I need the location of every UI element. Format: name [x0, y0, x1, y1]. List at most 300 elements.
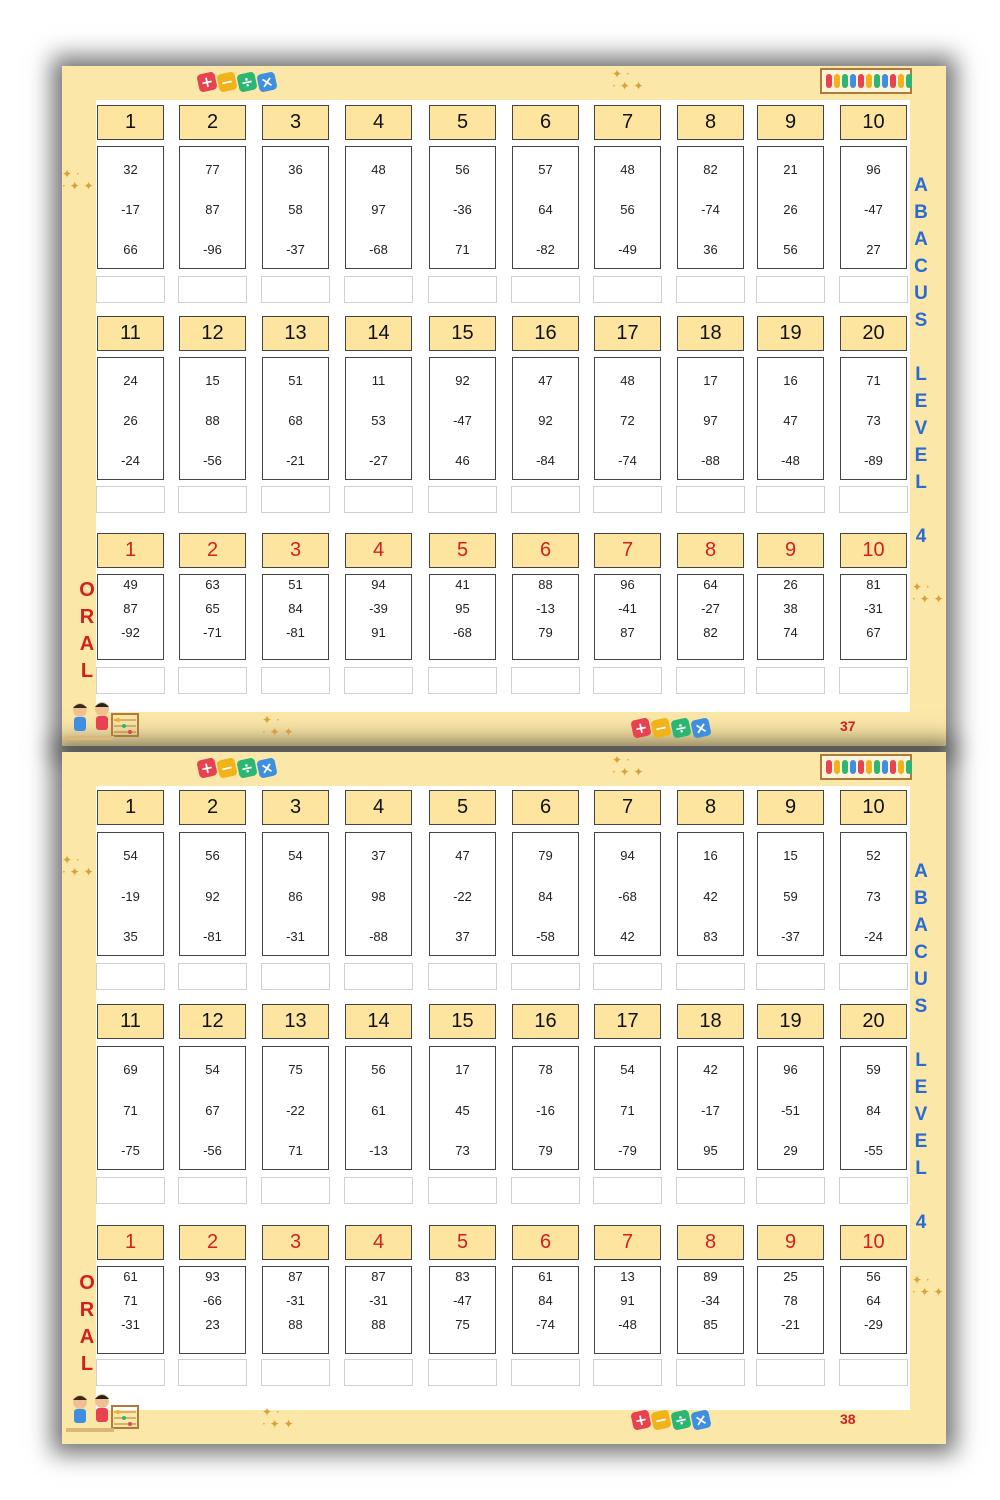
abacus-bead	[866, 74, 872, 88]
problem-value: 97	[703, 413, 718, 428]
answer-field[interactable]	[428, 963, 497, 990]
problem-box	[677, 832, 744, 956]
oral-letter: R	[79, 606, 95, 628]
problem-number: 4	[345, 533, 412, 568]
problem-number: 10	[840, 105, 907, 140]
answer-field[interactable]	[178, 1177, 247, 1204]
answer-field[interactable]	[178, 667, 247, 694]
answer-field[interactable]	[676, 667, 745, 694]
problem-number: 7	[594, 1225, 661, 1260]
problem-value: 15	[205, 373, 220, 388]
abacus-bead	[826, 760, 832, 774]
math-operations-icon	[198, 758, 278, 780]
problem-number: 17	[594, 316, 661, 351]
problem-value: -36	[453, 202, 472, 217]
problem-value: -31	[369, 1293, 388, 1308]
problem-value: 87	[123, 601, 138, 616]
problem-value: 23	[205, 1317, 220, 1332]
answer-field[interactable]	[676, 486, 745, 513]
problem-box	[97, 146, 164, 269]
answer-field[interactable]	[344, 486, 413, 513]
problem-box	[512, 832, 579, 956]
answer-field[interactable]	[756, 667, 825, 694]
problem-box	[179, 1266, 246, 1354]
page-number: 38	[840, 1411, 856, 1427]
problem-value: -24	[864, 929, 883, 944]
problem-number: 2	[179, 533, 246, 568]
problem-value: 75	[288, 1062, 303, 1077]
problem-number: 5	[429, 790, 496, 825]
answer-field[interactable]	[839, 486, 908, 513]
answer-field[interactable]	[178, 486, 247, 513]
problem-box	[840, 146, 907, 269]
problem-value: -29	[864, 1317, 883, 1332]
problem-number: 2	[179, 105, 246, 140]
minus-icon: −	[216, 71, 237, 92]
problem-box	[677, 574, 744, 660]
problem-box	[262, 146, 329, 269]
problem-box	[594, 1266, 661, 1354]
problem-number: 4	[345, 105, 412, 140]
problem-value: -79	[618, 1143, 637, 1158]
problem-number: 17	[594, 1004, 661, 1039]
answer-field[interactable]	[593, 486, 662, 513]
problem-value: 16	[703, 848, 718, 863]
plus-icon: +	[196, 757, 217, 778]
problem-value: 21	[783, 162, 798, 177]
problem-value: -27	[701, 601, 720, 616]
problem-number: 11	[97, 316, 164, 351]
problem-value: 96	[620, 577, 635, 592]
problem-number: 9	[757, 533, 824, 568]
problem-number: 15	[429, 316, 496, 351]
problem-value: 52	[866, 848, 881, 863]
problem-value: 59	[783, 889, 798, 904]
problem-box	[840, 1266, 907, 1354]
abacus-bead	[874, 74, 880, 88]
problem-value: 56	[866, 1269, 881, 1284]
problem-number: 18	[677, 1004, 744, 1039]
answer-field[interactable]	[96, 1359, 165, 1386]
problem-number: 1	[97, 533, 164, 568]
answer-field[interactable]	[96, 667, 165, 694]
abacus-bead	[866, 760, 872, 774]
problem-value: 26	[123, 413, 138, 428]
problem-value: 64	[538, 202, 553, 217]
title-letter: E	[914, 1131, 928, 1152]
problem-box	[840, 832, 907, 956]
problem-value: 94	[371, 577, 386, 592]
problem-value: 37	[371, 848, 386, 863]
answer-field[interactable]	[511, 1177, 580, 1204]
problem-value: -82	[536, 242, 555, 257]
title-letter: 4	[915, 1212, 927, 1233]
problem-value: 73	[455, 1143, 470, 1158]
answer-field[interactable]	[261, 276, 330, 303]
problem-value: -71	[203, 625, 222, 640]
answer-field[interactable]	[344, 963, 413, 990]
answer-field[interactable]	[344, 667, 413, 694]
problem-box	[345, 1266, 412, 1354]
answer-field[interactable]	[511, 486, 580, 513]
problem-value: 92	[455, 373, 470, 388]
problem-value: -47	[453, 1293, 472, 1308]
problem-number: 6	[512, 790, 579, 825]
problem-box	[840, 574, 907, 660]
problem-value: -16	[536, 1103, 555, 1118]
answer-field[interactable]	[756, 963, 825, 990]
problem-value: -21	[781, 1317, 800, 1332]
problem-value: -48	[781, 453, 800, 468]
problem-value: 17	[703, 373, 718, 388]
answer-field[interactable]	[593, 276, 662, 303]
problem-box	[262, 832, 329, 956]
problem-number: 9	[757, 1225, 824, 1260]
problem-value: 61	[123, 1269, 138, 1284]
problem-box	[345, 357, 412, 480]
problem-value: 58	[288, 202, 303, 217]
oral-letter: A	[79, 633, 95, 655]
math-operations-icon	[198, 72, 278, 94]
problem-value: 42	[620, 929, 635, 944]
answer-field[interactable]	[676, 276, 745, 303]
oral-label	[77, 1270, 97, 1378]
problem-box	[345, 574, 412, 660]
problem-value: -96	[203, 242, 222, 257]
oral-letter: R	[79, 1299, 95, 1321]
plus-icon: +	[630, 1409, 651, 1430]
problem-value: 97	[371, 202, 386, 217]
problem-value: 27	[866, 242, 881, 257]
math-operations-icon	[632, 1410, 712, 1432]
problem-number: 20	[840, 1004, 907, 1039]
problem-value: 68	[288, 413, 303, 428]
problem-value: 88	[205, 413, 220, 428]
problem-box	[179, 357, 246, 480]
title-letter: 4	[915, 526, 927, 547]
title-letter: A	[914, 915, 928, 936]
answer-field[interactable]	[261, 963, 330, 990]
problem-box	[97, 1266, 164, 1354]
answer-field[interactable]	[676, 1359, 745, 1386]
problem-value: -19	[121, 889, 140, 904]
problem-value: 24	[123, 373, 138, 388]
problem-box	[262, 357, 329, 480]
answer-field[interactable]	[676, 963, 745, 990]
problem-value: -81	[286, 625, 305, 640]
problem-value: -17	[121, 202, 140, 217]
problem-box	[512, 357, 579, 480]
answer-field[interactable]	[344, 1359, 413, 1386]
problem-box	[757, 1266, 824, 1354]
abacus-bead	[882, 74, 888, 88]
problem-number: 8	[677, 105, 744, 140]
abacus-bead	[834, 760, 840, 774]
problem-number: 3	[262, 1225, 329, 1260]
problem-box	[757, 574, 824, 660]
divide-icon: ÷	[670, 717, 691, 738]
abacus-bead	[898, 74, 904, 88]
problem-value: 56	[783, 242, 798, 257]
abacus-bead	[882, 760, 888, 774]
problem-value: -81	[203, 929, 222, 944]
title-letter	[909, 496, 933, 523]
problem-number: 6	[512, 533, 579, 568]
title-letter: A	[914, 175, 928, 196]
problem-value: -34	[701, 1293, 720, 1308]
answer-field[interactable]	[839, 963, 908, 990]
title-letter: L	[915, 1158, 927, 1179]
problem-value: -27	[369, 453, 388, 468]
problem-value: -31	[864, 601, 883, 616]
problem-value: 54	[288, 848, 303, 863]
answer-field[interactable]	[261, 1359, 330, 1386]
title-letter: S	[914, 310, 928, 331]
answer-field[interactable]	[511, 963, 580, 990]
answer-field[interactable]	[178, 1359, 247, 1386]
problem-box	[677, 1266, 744, 1354]
abacus-icon	[820, 754, 912, 780]
sparkle-icon: ✦ · · ✦ ✦	[62, 853, 94, 879]
problem-number: 1	[97, 1225, 164, 1260]
problem-number: 9	[757, 105, 824, 140]
minus-icon: −	[216, 757, 237, 778]
title-letter: L	[915, 1050, 927, 1071]
plus-icon: +	[630, 717, 651, 738]
problem-number: 3	[262, 105, 329, 140]
problem-value: -55	[864, 1143, 883, 1158]
problem-value: 71	[123, 1103, 138, 1118]
problem-number: 14	[345, 1004, 412, 1039]
answer-field[interactable]	[344, 1177, 413, 1204]
abacus-bead	[890, 760, 896, 774]
problem-box	[429, 146, 496, 269]
problem-box	[345, 1046, 412, 1170]
answer-field[interactable]	[96, 276, 165, 303]
problem-number: 7	[594, 105, 661, 140]
answer-field[interactable]	[96, 1177, 165, 1204]
answer-field[interactable]	[428, 1177, 497, 1204]
problem-number: 2	[179, 790, 246, 825]
problem-box	[429, 357, 496, 480]
answer-field[interactable]	[178, 276, 247, 303]
problem-value: 87	[205, 202, 220, 217]
problem-value: 88	[371, 1317, 386, 1332]
problem-value: 84	[288, 601, 303, 616]
problem-value: 79	[538, 1143, 553, 1158]
problem-number: 7	[594, 790, 661, 825]
problem-box	[594, 357, 661, 480]
problem-box	[757, 832, 824, 956]
problem-value: 91	[371, 625, 386, 640]
sparkle-icon: ✦ · · ✦ ✦	[912, 580, 944, 606]
problem-value: 79	[538, 625, 553, 640]
problem-value: 72	[620, 413, 635, 428]
vertical-title	[909, 172, 933, 550]
problem-number: 5	[429, 105, 496, 140]
problem-number: 7	[594, 533, 661, 568]
answer-field[interactable]	[756, 1177, 825, 1204]
problem-value: 93	[205, 1269, 220, 1284]
problem-value: 15	[783, 848, 798, 863]
problem-value: 83	[455, 1269, 470, 1284]
problem-box	[345, 832, 412, 956]
problem-value: 17	[455, 1062, 470, 1077]
problem-number: 12	[179, 1004, 246, 1039]
title-letter: B	[914, 202, 928, 223]
problem-value: 61	[538, 1269, 553, 1284]
problem-value: 26	[783, 577, 798, 592]
divide-icon: ÷	[670, 1409, 691, 1430]
problem-value: 71	[866, 373, 881, 388]
answer-field[interactable]	[344, 276, 413, 303]
problem-value: 95	[455, 601, 470, 616]
problem-value: 71	[455, 242, 470, 257]
title-letter: A	[914, 229, 928, 250]
divide-icon: ÷	[236, 71, 257, 92]
problem-value: 64	[866, 1293, 881, 1308]
problem-value: 29	[783, 1143, 798, 1158]
title-letter: L	[915, 472, 927, 493]
problem-number: 3	[262, 790, 329, 825]
problem-value: 71	[123, 1293, 138, 1308]
problem-box	[677, 357, 744, 480]
problem-value: 48	[620, 373, 635, 388]
problem-value: -74	[701, 202, 720, 217]
problem-value: 78	[783, 1293, 798, 1308]
answer-field[interactable]	[839, 667, 908, 694]
problem-value: 98	[371, 889, 386, 904]
title-letter: E	[914, 391, 928, 412]
answer-field[interactable]	[178, 963, 247, 990]
title-letter: V	[914, 1104, 928, 1125]
problem-value: 91	[620, 1293, 635, 1308]
problem-value: 67	[866, 625, 881, 640]
problem-value: -47	[453, 413, 472, 428]
problem-value: -68	[453, 625, 472, 640]
answer-field[interactable]	[96, 963, 165, 990]
answer-field[interactable]	[261, 486, 330, 513]
answer-field[interactable]	[96, 486, 165, 513]
answer-field[interactable]	[756, 276, 825, 303]
title-letter: U	[914, 969, 928, 990]
oral-label	[77, 577, 97, 685]
problem-number: 20	[840, 316, 907, 351]
answer-field[interactable]	[839, 1359, 908, 1386]
problem-box	[97, 1046, 164, 1170]
answer-field[interactable]	[593, 963, 662, 990]
problem-value: 56	[455, 162, 470, 177]
answer-field[interactable]	[593, 667, 662, 694]
answer-field[interactable]	[428, 1359, 497, 1386]
page-number: 37	[840, 718, 856, 734]
answer-field[interactable]	[428, 667, 497, 694]
problem-number: 13	[262, 1004, 329, 1039]
problem-value: -88	[369, 929, 388, 944]
oral-letter: O	[79, 1272, 95, 1294]
times-icon: ×	[690, 1409, 711, 1430]
problem-number: 5	[429, 533, 496, 568]
problem-value: -24	[121, 453, 140, 468]
problem-value: -66	[203, 1293, 222, 1308]
abacus-bead	[850, 760, 856, 774]
problem-box	[179, 146, 246, 269]
problem-value: 77	[205, 162, 220, 177]
sparkle-icon: ✦ · · ✦ ✦	[262, 713, 294, 739]
problem-value: 42	[703, 1062, 718, 1077]
problem-value: -13	[369, 1143, 388, 1158]
answer-field[interactable]	[511, 1359, 580, 1386]
problem-value: 32	[123, 162, 138, 177]
problem-value: 88	[538, 577, 553, 592]
problem-value: 48	[371, 162, 386, 177]
problem-box	[677, 146, 744, 269]
problem-value: 38	[783, 601, 798, 616]
answer-field[interactable]	[511, 667, 580, 694]
problem-value: 57	[538, 162, 553, 177]
abacus-bead	[898, 760, 904, 774]
problem-box	[262, 574, 329, 660]
answer-field[interactable]	[839, 1177, 908, 1204]
problem-value: 36	[703, 242, 718, 257]
problem-value: 47	[783, 413, 798, 428]
problem-box	[840, 357, 907, 480]
problem-value: 82	[703, 625, 718, 640]
problem-value: 53	[371, 413, 386, 428]
answer-field[interactable]	[511, 276, 580, 303]
problem-number: 19	[757, 316, 824, 351]
problem-value: -75	[121, 1143, 140, 1158]
problem-value: -37	[781, 929, 800, 944]
problem-value: 83	[703, 929, 718, 944]
answer-field[interactable]	[839, 276, 908, 303]
problem-value: 49	[123, 577, 138, 592]
problem-value: 84	[538, 1293, 553, 1308]
problem-value: 84	[866, 1103, 881, 1118]
problem-value: -89	[864, 453, 883, 468]
problem-value: -49	[618, 242, 637, 257]
answer-field[interactable]	[428, 486, 497, 513]
plus-icon: +	[196, 71, 217, 92]
problem-value: 54	[123, 848, 138, 863]
oral-letter: L	[80, 1353, 94, 1375]
problem-value: 63	[205, 577, 220, 592]
problem-number: 4	[345, 1225, 412, 1260]
answer-field[interactable]	[428, 276, 497, 303]
problem-number: 10	[840, 1225, 907, 1260]
problem-value: -17	[701, 1103, 720, 1118]
answer-field[interactable]	[676, 1177, 745, 1204]
answer-field[interactable]	[261, 667, 330, 694]
problem-value: 74	[783, 625, 798, 640]
problem-box	[262, 1046, 329, 1170]
problem-value: 67	[205, 1103, 220, 1118]
problem-box	[594, 146, 661, 269]
answer-field[interactable]	[593, 1359, 662, 1386]
problem-number: 8	[677, 790, 744, 825]
problem-value: 79	[538, 848, 553, 863]
answer-field[interactable]	[593, 1177, 662, 1204]
title-letter: B	[914, 888, 928, 909]
problem-value: -74	[536, 1317, 555, 1332]
answer-field[interactable]	[261, 1177, 330, 1204]
problem-number: 10	[840, 790, 907, 825]
problem-value: 61	[371, 1103, 386, 1118]
answer-field[interactable]	[756, 486, 825, 513]
problem-box	[179, 1046, 246, 1170]
answer-field[interactable]	[756, 1359, 825, 1386]
problem-value: 73	[866, 413, 881, 428]
